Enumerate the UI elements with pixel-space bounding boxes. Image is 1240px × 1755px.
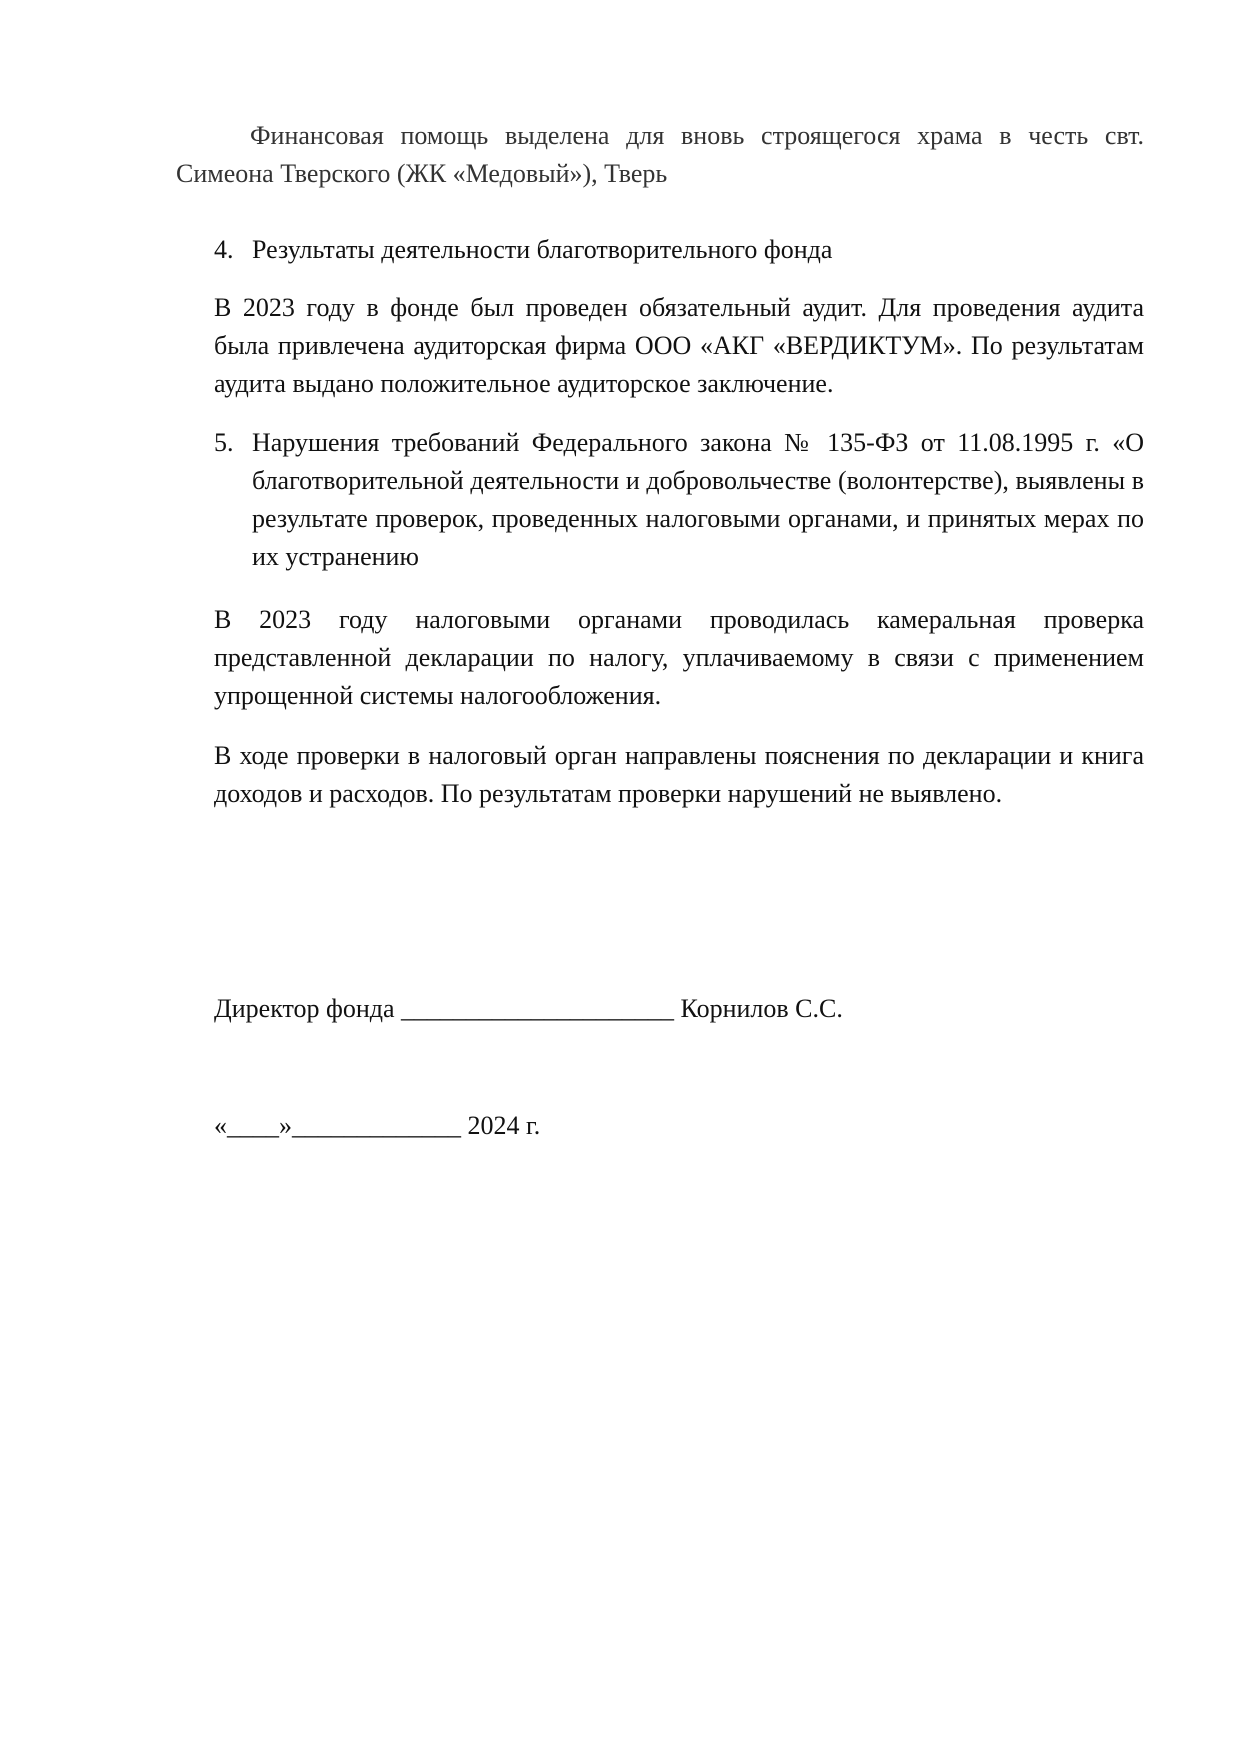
section-5-title: Нарушения требований Федерального закона № 135-ФЗ от 11.08.1995 г. «О благотворительной деятельности и добровольчестве (волонтерстве), выявлены в результате проверок, проведенных налоговыми органами, и принятых мерах по их устранению <box>252 428 1144 571</box>
section-5-number: 5. <box>214 428 234 457</box>
section-4-heading <box>214 231 1144 269</box>
section-5-paragraph-1: В 2023 году налоговыми органами проводилась камеральная проверка представленной декларации по налогу, уплачиваемому в связи с применением упрощенной системы налогообложения. <box>214 605 1144 710</box>
section-5-heading <box>214 424 1144 576</box>
section-4-paragraph: В 2023 году в фонде был проведен обязательный аудит. Для проведения аудита была привлечена аудиторская фирма ООО «АКГ «ВЕРДИКТУМ». По результатам аудита выдано положительное аудиторское заключение. <box>214 293 1144 398</box>
section-4-title: Результаты деятельности благотворительного фонда <box>252 235 833 264</box>
intro-paragraph: Финансовая помощь выделена для вновь строящегося храма в честь свт. Симеона Тверского (ЖК «Медовый»), Тверь <box>176 121 1144 188</box>
date-line: «____»_____________ 2024 г. <box>214 1111 541 1140</box>
section-4-number: 4. <box>214 235 234 264</box>
section-5-paragraph-2: В ходе проверки в налоговый орган направлены пояснения по декларации и книга доходов и расходов. По результатам проверки нарушений не выявлено. <box>214 741 1144 808</box>
director-signature-line: Директор фонда _____________________ Корнилов С.С. <box>214 994 843 1023</box>
